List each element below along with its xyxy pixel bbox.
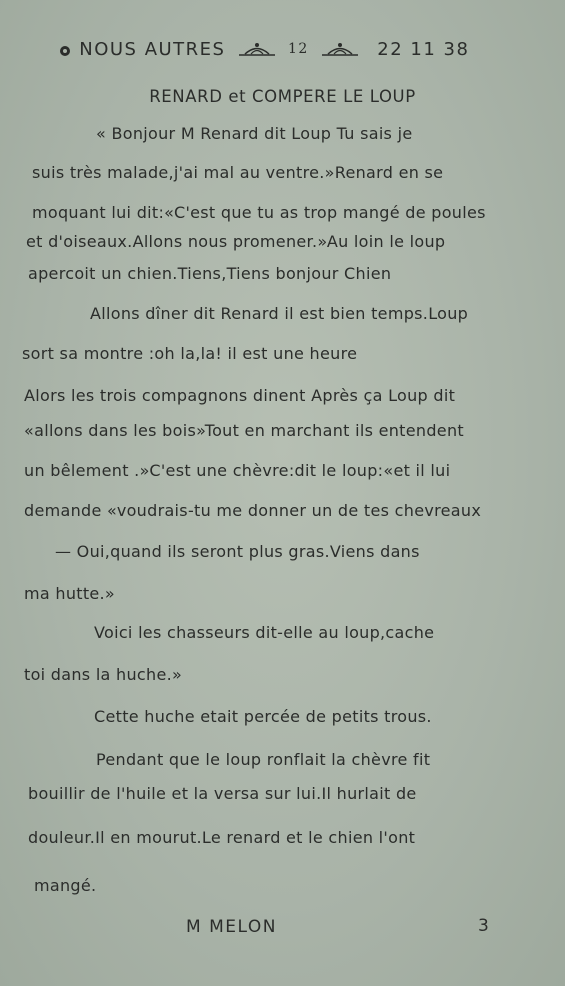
story-line: mangé. — [34, 876, 97, 895]
story-line: un bêlement .»C'est une chèvre:dit le loup:«et il lui — [24, 461, 451, 480]
journal-header — [58, 38, 469, 60]
ornament-left-icon — [237, 41, 277, 57]
story-line: douleur.Il en mourut.Le renard et le chien l'ont — [28, 828, 416, 847]
story-line: demande «voudrais-tu me donner un de tes chevreaux — [24, 501, 482, 520]
story-line: Alors les trois compagnons dinent Après ça Loup dit — [24, 386, 456, 405]
story-line: Voici les chasseurs dit-elle au loup,cache — [94, 623, 435, 642]
story-line: moquant lui dit:«C'est que tu as trop mangé de poules — [32, 203, 486, 222]
page-number: 12 — [287, 41, 309, 57]
story-line: Pendant que le loup ronflait la chèvre fit — [96, 750, 431, 769]
story-line: Allons dîner dit Renard il est bien temps.Loup — [90, 304, 469, 323]
story-line: sort sa montre :oh la,la! il est une heure — [22, 344, 358, 363]
issue-date: 22 11 38 — [377, 38, 470, 60]
story-line: et d'oiseaux.Allons nous promener.»Au loin le loup — [26, 232, 446, 251]
flower-ornament-icon — [58, 42, 72, 56]
story-line: apercoit un chien.Tiens,Tiens bonjour Chien — [28, 264, 392, 283]
journal-name: NOUS AUTRES — [79, 38, 226, 60]
story-line: « Bonjour M Renard dit Loup Tu sais je — [96, 124, 413, 143]
story-line: toi dans la huche.» — [24, 665, 183, 684]
story-line: «allons dans les bois»Tout en marchant ils entendent — [24, 421, 464, 440]
page-mark: 3 — [478, 916, 489, 936]
story-line: ma hutte.» — [24, 584, 116, 603]
author-signature: M MELON — [186, 917, 277, 937]
story-line: Cette huche etait percée de petits trous. — [94, 707, 432, 726]
story-line: suis très malade,j'ai mal au ventre.»Renard en se — [32, 163, 444, 182]
story-title: RENARD et COMPERE LE LOUP — [149, 87, 416, 106]
story-line: — Oui,quand ils seront plus gras.Viens dans — [55, 542, 420, 561]
story-line: bouillir de l'huile et la versa sur lui.Il hurlait de — [28, 784, 417, 803]
ornament-right-icon — [320, 41, 360, 57]
